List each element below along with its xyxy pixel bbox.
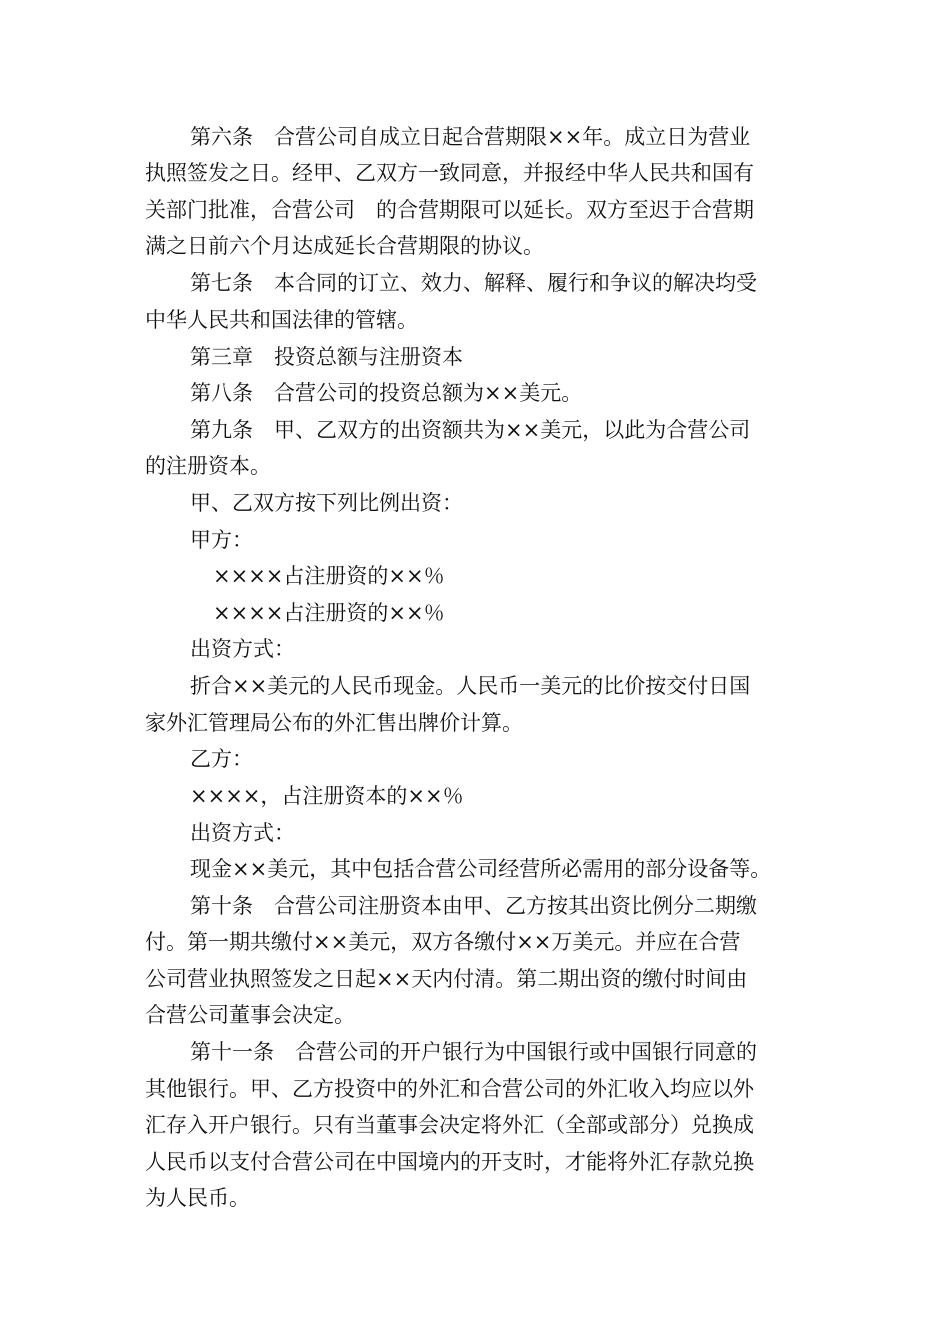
text-line: 付。第一期共缴付××美元，双方各缴付××万美元。并应在合营 bbox=[145, 930, 741, 954]
text-line: 汇存入开户银行。只有当董事会决定将外汇（全部或部分）兑换成 bbox=[145, 1113, 754, 1137]
text-line: ××××占注册资的××％ bbox=[213, 601, 445, 625]
text-line: 人民币以支付合营公司在中国境内的开支时，才能将外汇存款兑换 bbox=[145, 1150, 754, 1174]
text-line: 甲、乙双方按下列比例出资： bbox=[190, 491, 463, 515]
text-line: 第八条 合营公司的投资总额为××美元。 bbox=[190, 381, 583, 405]
text-line: ××××，占注册资本的××％ bbox=[190, 784, 464, 808]
text-line: 第十一条 合营公司的开户银行为中国银行或中国银行同意的 bbox=[190, 1040, 757, 1064]
text-line: 第九条 甲、乙双方的出资额共为××美元，以此为合营公司 bbox=[190, 418, 751, 442]
text-line: 公司营业执照签发之日起××天内付清。第二期出资的缴付时间由 bbox=[145, 967, 748, 991]
text-line: 关部门批准，合营公司 的合营期限可以延长。双方至迟于合营期 bbox=[145, 198, 754, 222]
text-line: 中华人民共和国法律的管辖。 bbox=[145, 308, 418, 332]
text-line: 家外汇管理局公布的外汇售出牌价计算。 bbox=[145, 711, 523, 735]
text-line: 执照签发之日。经甲、乙双方一致同意，并报经中华人民共和国有 bbox=[145, 161, 754, 185]
text-line: 其他银行。甲、乙方投资中的外汇和合营公司的外汇收入均应以外 bbox=[145, 1077, 754, 1101]
text-line: 第十条 合营公司注册资本由甲、乙方按其出资比例分二期缴 bbox=[190, 894, 757, 918]
text-line: 的注册资本。 bbox=[145, 454, 271, 478]
text-line: 第七条 本合同的订立、效力、解释、履行和争议的解决均受 bbox=[190, 271, 757, 295]
text-line: 合营公司董事会决定。 bbox=[145, 1003, 355, 1027]
text-line: 折合××美元的人民币现金。人民币一美元的比价按交付日国 bbox=[190, 674, 751, 698]
text-line: 乙方： bbox=[190, 747, 253, 771]
text-line: 出资方式： bbox=[190, 637, 295, 661]
text-line: 第六条 合营公司自成立日起合营期限××年。成立日为营业 bbox=[190, 125, 751, 149]
text-line: 为人民币。 bbox=[145, 1186, 250, 1210]
text-line: 满之日前六个月达成延长合营期限的协议。 bbox=[145, 234, 544, 258]
text-line: ××××占注册资的××％ bbox=[213, 564, 445, 588]
text-line: 甲方： bbox=[190, 528, 253, 552]
text-line: 现金××美元，其中包括合营公司经营所必需用的部分设备等。 bbox=[190, 857, 772, 881]
text-line: 出资方式： bbox=[190, 821, 295, 845]
chapter-heading: 第三章 投资总额与注册资本 bbox=[190, 345, 463, 369]
